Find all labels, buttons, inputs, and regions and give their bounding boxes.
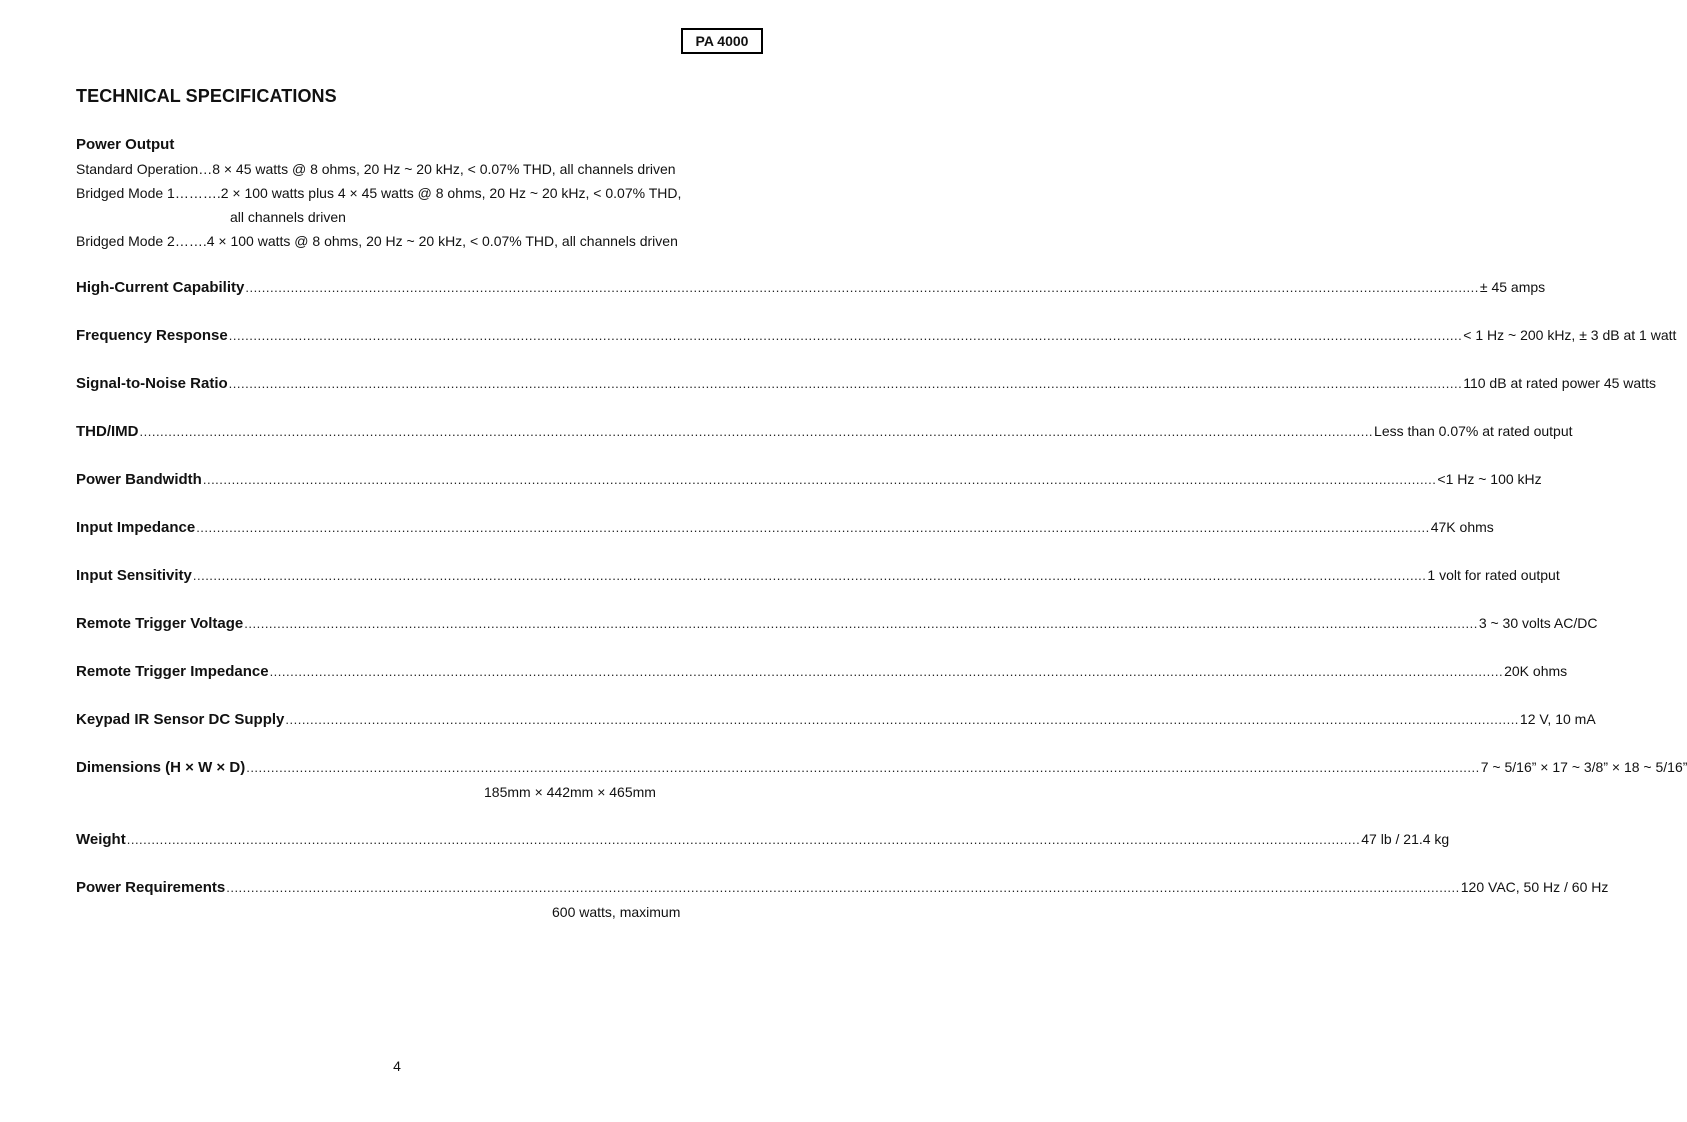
leader-dots: ............................................................................................................................................................................................................................................................................................................ xyxy=(228,376,1463,391)
power-output-bridged-2: Bridged Mode 2…….4 × 100 watts @ 8 ohms, 20 Hz ~ 20 kHz, < 0.07% THD, all channels driven xyxy=(76,233,678,249)
spec-label: Signal-to-Noise Ratio xyxy=(76,375,228,392)
leader-dots: ............................................................................................................................................................................................................................................................................................................ xyxy=(139,424,1374,439)
leader-dots: ............................................................................................................................................................................................................................................................................................................ xyxy=(245,280,1479,295)
spec-power-bandwidth xyxy=(76,471,1542,491)
spec-value: 47K ohms xyxy=(1430,519,1494,535)
leader-dots: ............................................................................................................................................................................................................................................................................................................ xyxy=(244,616,1478,631)
spec-value: Less than 0.07% at rated output xyxy=(1374,423,1573,439)
spec-input-impedance xyxy=(76,519,1494,539)
spec-label: Dimensions (H × W × D) xyxy=(76,759,246,776)
spec-dimensions-metric: 185mm × 442mm × 465mm xyxy=(484,784,656,800)
spec-dimensions xyxy=(76,759,1687,779)
spec-value: 3 ~ 30 volts AC/DC xyxy=(1478,615,1598,631)
spec-label: High-Current Capability xyxy=(76,279,245,296)
spec-input-sensitivity xyxy=(76,567,1560,587)
spec-value: 120 VAC, 50 Hz / 60 Hz xyxy=(1460,879,1609,895)
spec-value: 7 ~ 5/16” × 17 ~ 3/8” × 18 ~ 5/16” xyxy=(1480,759,1687,775)
spec-value: 12 V, 10 mA xyxy=(1519,711,1596,727)
leader-dots: ............................................................................................................................................................................................................................................................................................................ xyxy=(269,664,1504,679)
spec-label: Frequency Response xyxy=(76,327,228,344)
leader-dots: ............................................................................................................................................................................................................................................................................................................ xyxy=(228,328,1463,343)
spec-thd-imd xyxy=(76,423,1573,443)
spec-label: Weight xyxy=(76,831,126,848)
leader-dots: ............................................................................................................................................................................................................................................................................................................ xyxy=(285,712,1519,727)
spec-label: Keypad IR Sensor DC Supply xyxy=(76,711,285,728)
leader-dots: ............................................................................................................................................................................................................................................................................................................ xyxy=(226,880,1460,895)
power-output-bridged-1: Bridged Mode 1……….2 × 100 watts plus 4 × 45 watts @ 8 ohms, 20 Hz ~ 20 kHz, < 0.07% THD, xyxy=(76,185,682,201)
spec-label: Power Requirements xyxy=(76,879,226,896)
spec-remote-trigger-voltage xyxy=(76,615,1598,635)
spec-value: <1 Hz ~ 100 kHz xyxy=(1437,471,1542,487)
spec-frequency-response xyxy=(76,327,1677,347)
spec-remote-trigger-impedance xyxy=(76,663,1568,683)
page-number: 4 xyxy=(393,1058,401,1074)
leader-dots: ............................................................................................................................................................................................................................................................................................................ xyxy=(196,520,1430,535)
spec-power-requirements xyxy=(76,879,1609,899)
spec-weight xyxy=(76,831,1450,851)
spec-high-current xyxy=(76,279,1546,299)
spec-label: Remote Trigger Impedance xyxy=(76,663,269,680)
power-output-heading: Power Output xyxy=(76,136,175,153)
spec-label: Remote Trigger Voltage xyxy=(76,615,244,632)
leader-dots: ............................................................................................................................................................................................................................................................................................................ xyxy=(202,472,1437,487)
spec-value: 47 lb / 21.4 kg xyxy=(1361,831,1450,847)
spec-label: Input Impedance xyxy=(76,519,196,536)
spec-value: 20K ohms xyxy=(1504,663,1568,679)
spec-label: THD/IMD xyxy=(76,423,139,440)
spec-keypad-ir-supply xyxy=(76,711,1596,731)
spec-power-requirements-max: 600 watts, maximum xyxy=(552,904,681,920)
spec-value: 1 volt for rated output xyxy=(1427,567,1560,583)
page-title: TECHNICAL SPECIFICATIONS xyxy=(76,86,337,106)
spec-value: ± 45 amps xyxy=(1479,279,1546,295)
spec-label: Input Sensitivity xyxy=(76,567,192,584)
leader-dots: ............................................................................................................................................................................................................................................................................................................ xyxy=(246,760,1480,775)
power-output-standard: Standard Operation…8 × 45 watts @ 8 ohms, 20 Hz ~ 20 kHz, < 0.07% THD, all channels driven xyxy=(76,161,676,177)
spec-value: < 1 Hz ~ 200 kHz, ± 3 dB at 1 watt xyxy=(1463,327,1677,343)
power-output-bridged-1-cont: all channels driven xyxy=(230,209,346,225)
leader-dots: ............................................................................................................................................................................................................................................................................................................ xyxy=(192,568,1427,583)
spec-value: 110 dB at rated power 45 watts xyxy=(1463,375,1656,391)
model-label: PA 4000 xyxy=(681,28,763,54)
spec-signal-to-noise xyxy=(76,375,1656,395)
leader-dots: ............................................................................................................................................................................................................................................................................................................ xyxy=(126,832,1361,847)
spec-label: Power Bandwidth xyxy=(76,471,202,488)
